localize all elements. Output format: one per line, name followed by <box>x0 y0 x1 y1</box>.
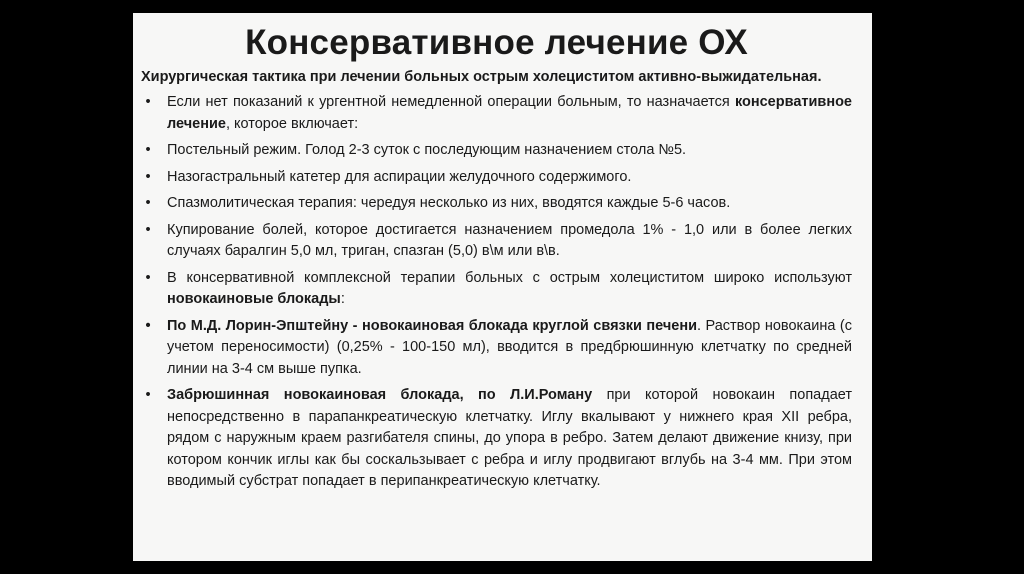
list-item <box>141 220 852 263</box>
bullet-list <box>141 92 852 493</box>
list-item <box>141 385 852 493</box>
item-text-tail: при которой новокаин попадает непосредственно в парапанкреатическую клетчатку. Иглу вкалывают у нижнего края XII ребра, рядом с наружным краем разгибателя спины, до упора в ребро. Затем делают движение книзу, при котором кончик иглы как бы соскальзывает с ребра и иглу продвигают вглубь на 3-4 мм. При этом вводимый субстрат попадает в перипанкреатическую клетчатку. <box>167 387 852 489</box>
item-text-tail: . Раствор новокаина (с учетом переносимости) (0,25% - 100-150 мл), вводится в предбрюшинную клетчатку по средней линии на 3-4 см выше пупка. <box>167 317 852 377</box>
item-text: В консервативной комплексной терапии больных с острым холециститом широко используют <box>167 269 852 286</box>
item-bold-text: новокаиновые блокады <box>167 291 341 307</box>
list-item <box>141 140 852 162</box>
item-text: Если нет показаний к ургентной немедленной операции больным, то назначается <box>167 94 735 110</box>
bullet-icon: • <box>145 142 151 158</box>
item-text: Постельный режим. Голод 2-3 суток с последующим назначением стола №5. <box>167 142 687 158</box>
bullet-icon: • <box>145 269 151 286</box>
item-text: Назогастральный катетер для аспирации желудочного содержимого. <box>167 168 632 185</box>
list-item <box>141 193 852 215</box>
bullet-icon: • <box>145 94 151 110</box>
bullet-icon: • <box>145 195 151 211</box>
bullet-icon: • <box>145 317 151 334</box>
slide <box>133 13 872 561</box>
item-bold-text: консервативное лечение <box>167 94 852 132</box>
list-item <box>141 316 852 381</box>
list-item <box>141 167 852 189</box>
slide-title: Консервативное лечение ОХ <box>245 23 748 62</box>
bullet-icon: • <box>145 221 151 238</box>
item-text: Спазмолитическая терапия: чередуя несколько из них, вводятся каждые 5-6 часов. <box>167 195 731 211</box>
bullet-icon: • <box>145 168 151 185</box>
item-text-tail: , которое включает: <box>225 115 359 132</box>
item-text: Купирование болей, которое достигается назначением промедола 1% - 1,0 или в более легких случаях баралгин 5,0 мл, триган, спазган (5,0) в\м или в\в. <box>167 221 852 259</box>
list-item <box>141 268 852 311</box>
bullet-icon: • <box>145 387 151 403</box>
list-item <box>141 92 852 135</box>
item-text-tail: : <box>340 291 345 307</box>
item-bold-text: Забрюшинная новокаиновая блокада, по Л.И.Роману <box>167 387 593 403</box>
intro-text: Хирургическая тактика при лечении больных острым холециститом активно-выжидательная. <box>141 69 822 85</box>
item-bold-text: По М.Д. Лорин-Эпштейну - новокаиновая блокада круглой связки печени <box>167 317 698 334</box>
